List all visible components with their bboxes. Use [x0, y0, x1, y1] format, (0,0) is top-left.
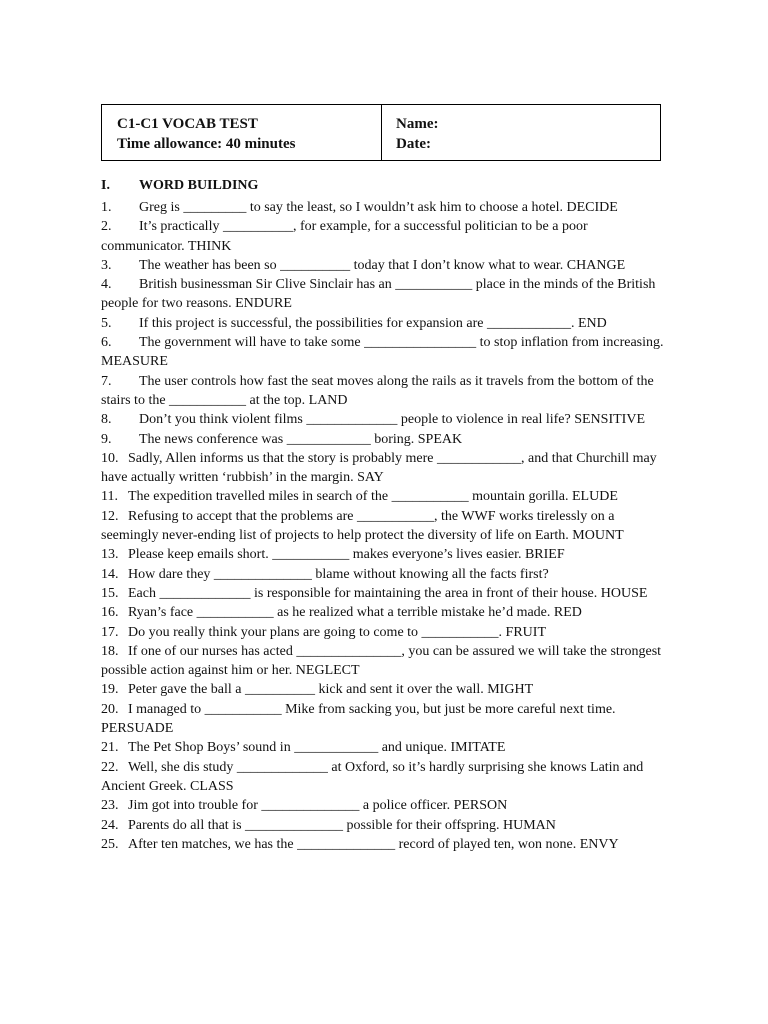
header-left-cell	[102, 105, 382, 160]
question-number: 20.	[101, 701, 119, 717]
header-right-cell	[382, 105, 660, 160]
question-list	[101, 198, 671, 854]
question-text: It’s practically __________, for example, for a successful politician to be a poor communicator. THINK	[101, 219, 588, 254]
question-item	[101, 835, 671, 854]
question-text: Please keep emails short. ___________ makes everyone’s lives easier. BRIEF	[128, 547, 565, 563]
name-label: Name:	[396, 116, 439, 132]
question-item	[101, 584, 671, 603]
question-text: The news conference was ____________ boring. SPEAK	[139, 431, 463, 447]
question-text: Don’t you think violent films _____________ people to violence in real life? SENSITIVE	[139, 412, 645, 428]
question-number: 23.	[101, 798, 119, 814]
question-number: 25.	[101, 836, 119, 852]
question-number: 1.	[101, 200, 112, 215]
question-number: 6.	[101, 335, 112, 351]
question-item	[101, 217, 671, 256]
question-number: 2.	[101, 219, 112, 235]
question-item	[101, 700, 671, 739]
question-item	[101, 372, 671, 411]
question-item	[101, 545, 671, 564]
question-text: I managed to ___________ Mike from sacking you, but just be more careful next time. PERSUADE	[101, 701, 616, 737]
question-text: After ten matches, we has the ______________ record of played ten, won none. ENVY	[128, 836, 619, 852]
question-number: 17.	[101, 624, 119, 640]
question-number: 11.	[101, 489, 118, 505]
question-text: How dare they ______________ blame without knowing all the facts first?	[128, 566, 549, 582]
question-item	[101, 738, 671, 757]
question-text: Each _____________ is responsible for maintaining the area in front of their house. HOUSE	[128, 585, 648, 601]
date-label: Date:	[396, 136, 431, 152]
question-text: The weather has been so __________ today that I don’t know what to wear. CHANGE	[139, 257, 626, 273]
question-text: If this project is successful, the possibilities for expansion are ____________. END	[139, 315, 607, 331]
question-number: 4.	[101, 277, 112, 293]
header-table	[101, 104, 661, 161]
question-item	[101, 603, 671, 622]
question-text: The expedition travelled miles in search of the ___________ mountain gorilla. ELUDE	[128, 489, 618, 505]
question-text: Refusing to accept that the problems are ___________, the WWF works tirelessly on a seemingly never-ending list of projects to help protect the diversity of life on Earth. MOUNT	[101, 508, 624, 544]
question-text: Parents do all that is ______________ possible for their offspring. HUMAN	[128, 817, 556, 833]
question-item	[101, 623, 671, 642]
question-number: 12.	[101, 508, 119, 524]
question-item	[101, 642, 671, 681]
question-item	[101, 410, 671, 429]
question-text: If one of our nurses has acted _______________, you can be assured we will take the strongest possible action against him or her. NEGLECT	[101, 643, 662, 679]
question-number: 13.	[101, 547, 119, 563]
question-item	[101, 333, 671, 372]
time-allowance: Time allowance: 40 minutes	[117, 136, 296, 152]
question-number: 16.	[101, 605, 119, 621]
question-item	[101, 275, 671, 314]
section-title: WORD BUILDING	[139, 178, 259, 193]
question-number: 3.	[101, 257, 112, 273]
question-number: 10.	[101, 450, 119, 466]
question-item	[101, 314, 671, 333]
question-number: 21.	[101, 740, 119, 756]
question-number: 15.	[101, 585, 119, 601]
question-text: The user controls how fast the seat moves along the rails as it travels from the bottom of the stairs to the ___________ at the top. LAND	[101, 373, 654, 408]
question-number: 24.	[101, 817, 119, 833]
test-title: C1-C1 VOCAB TEST	[117, 116, 258, 132]
question-item	[101, 449, 671, 488]
question-item	[101, 816, 671, 835]
question-number: 14.	[101, 566, 119, 582]
question-number: 18.	[101, 643, 119, 659]
question-text: Well, she dis study _____________ at Oxford, so it’s hardly surprising she knows Latin and Ancient Greek. CLASS	[101, 759, 644, 794]
question-item	[101, 198, 671, 217]
question-text: British businessman Sir Clive Sinclair has an ___________ place in the minds of the British people for two reasons. ENDURE	[101, 277, 656, 312]
question-item	[101, 758, 671, 797]
question-item	[101, 256, 671, 275]
question-number: 7.	[101, 373, 112, 389]
question-item	[101, 507, 671, 546]
question-text: The government will have to take some ________________ to stop inflation from increasing. MEASURE	[101, 335, 664, 370]
question-text: The Pet Shop Boys’ sound in ____________ and unique. IMITATE	[128, 740, 506, 756]
question-item	[101, 796, 671, 815]
question-number: 5.	[101, 315, 112, 331]
section-heading	[101, 178, 258, 194]
question-item	[101, 680, 671, 699]
question-text: Jim got into trouble for ______________ a police officer. PERSON	[128, 798, 508, 814]
question-text: Do you really think your plans are going to come to ___________. FRUIT	[128, 624, 546, 640]
question-number: 22.	[101, 759, 119, 775]
question-text: Greg is _________ to say the least, so I wouldn’t ask him to choose a hotel. DECIDE	[139, 200, 618, 215]
question-text: Peter gave the ball a __________ kick and sent it over the wall. MIGHT	[128, 682, 534, 698]
question-number: 19.	[101, 682, 119, 698]
question-text: Ryan’s face ___________ as he realized what a terrible mistake he’d made. RED	[128, 605, 582, 621]
question-text: Sadly, Allen informs us that the story is probably mere ____________, and that Churchill may have actually written ‘rubbish’ in the margin. SAY	[101, 450, 657, 486]
question-item	[101, 565, 671, 584]
section-number: I.	[101, 178, 110, 193]
question-item	[101, 487, 671, 506]
question-number: 9.	[101, 431, 112, 447]
question-number: 8.	[101, 412, 112, 428]
question-item	[101, 430, 671, 449]
